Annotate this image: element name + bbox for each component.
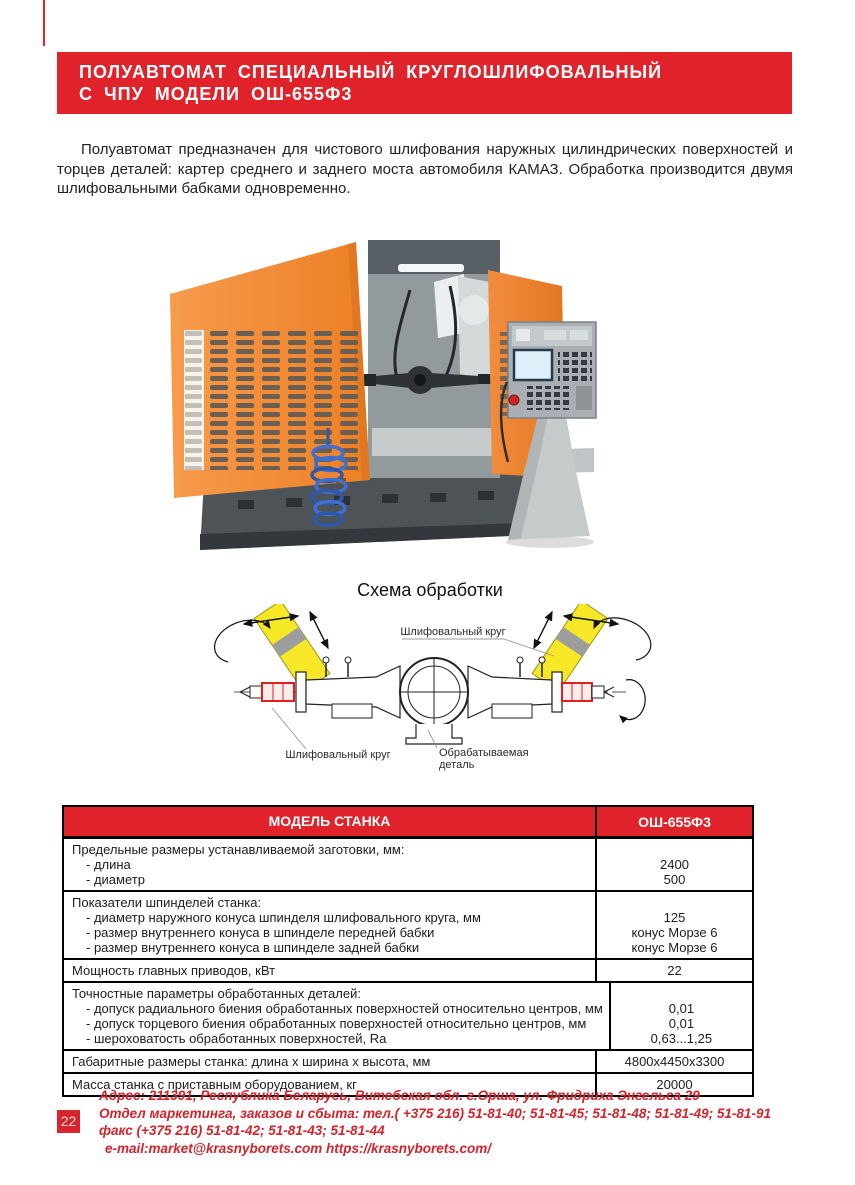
table-row — [64, 983, 752, 1051]
row-value: 125 — [663, 910, 686, 925]
col-header-value: ОШ-655Ф3 — [638, 813, 711, 830]
row-value: 22 — [667, 963, 682, 978]
row-value: 20000 — [656, 1077, 693, 1092]
table-row — [64, 960, 752, 983]
row-value: конус Морзе 6 — [631, 940, 718, 955]
label-wheel-top: Шлифовальный круг — [400, 626, 506, 638]
row-label: - размер внутреннего конуса в шпинделе передней бабки — [86, 925, 435, 940]
table-row — [64, 892, 752, 960]
lamp — [398, 264, 464, 272]
row-label: - допуск торцевого биения обработанных поверхностей относительно центров, мм — [86, 1016, 587, 1031]
footer-fax: факс (+375 216) 51-81-42; 51-81-43; 51-81-44 — [99, 1123, 385, 1138]
table-row — [64, 1051, 752, 1074]
label-wheel-bottom: Шлифовальный круг — [285, 749, 391, 761]
machine-photo — [158, 232, 608, 562]
row-value: 0,01 — [668, 1001, 695, 1016]
row-label: Габаритные размеры станка: длина х ширина х высота, мм — [72, 1054, 431, 1069]
page-number-badge: 22 — [57, 1110, 80, 1133]
footer-email-site-link[interactable]: e-mail:market@krasnyborets.com https://krasnyborets.com/ — [105, 1140, 492, 1156]
grinding-zone-right — [562, 683, 592, 701]
page-title-line1: ПОЛУАВТОМАТ СПЕЦИАЛЬНЫЙ КРУГЛОШЛИФОВАЛЬНЫЙ — [79, 62, 663, 82]
row-value: 2400 — [660, 857, 689, 872]
diagram-title: Схема обработки — [357, 580, 503, 600]
footer-marketing-phones: Отдел маркетинга, заказов и сбыта: тел.( +375 216) 51-81-40; 51-81-45; 51-81-48; 51-81-49; 51-81-91 — [99, 1105, 771, 1121]
row-value: 0,63...1,25 — [650, 1031, 713, 1046]
machine-interior — [364, 240, 500, 478]
row-label: - допуск радиального биения обработанных поверхностей относительно центров, мм — [86, 1001, 603, 1016]
row-label: Показатели шпинделей станка: — [72, 895, 262, 910]
row-value — [601, 895, 748, 910]
row-value: 4800х4450х3300 — [624, 1054, 725, 1069]
crop-mark — [43, 0, 45, 46]
row-label: - размер внутреннего конуса в шпинделе задней бабки — [86, 940, 420, 955]
row-label: - диаметр — [86, 872, 145, 887]
label-workpiece-2: деталь — [439, 759, 475, 771]
row-label: Мощность главных приводов, кВт — [72, 963, 276, 978]
row-label: Точностные параметры обработанных деталей: — [72, 986, 361, 1001]
col-header-model: МОДЕЛЬ СТАНКА — [64, 807, 597, 836]
row-label: - шероховатость обработанных поверхностей, Ra — [86, 1031, 387, 1046]
processing-scheme-diagram — [206, 604, 656, 772]
row-value: конус Морзе 6 — [631, 925, 718, 940]
row-label: - диаметр наружного конуса шпинделя шлифовального круга, мм — [86, 910, 481, 925]
table-row — [64, 839, 752, 892]
cnc-keypad — [558, 350, 592, 382]
row-value: 0,01 — [668, 1016, 695, 1031]
row-label: Масса станка с приставным оборудованием, кг — [72, 1077, 357, 1092]
spec-table-header — [64, 807, 752, 839]
label-workpiece-1: Обрабатываемая — [439, 747, 529, 759]
emergency-stop-button — [509, 395, 519, 405]
footer-address: Адрес: 211391, Республика Беларусь, Витебская обл. г.Орша, ул. Фридриха Энгельса 29 — [99, 1088, 700, 1103]
row-label: Предельные размеры устанавливаемой заготовки, мм: — [72, 842, 405, 857]
row-value: 500 — [663, 872, 686, 887]
grinding-zone-left — [262, 683, 294, 701]
cnc-screen — [514, 350, 552, 380]
contact-footer — [99, 1087, 829, 1157]
row-label: - длина — [86, 857, 131, 872]
page-title-line2: С ЧПУ МОДЕЛИ ОШ-655Ф3 — [79, 84, 353, 104]
spec-table — [62, 805, 754, 1097]
title-banner — [57, 52, 792, 114]
row-value — [601, 842, 748, 857]
row-value — [615, 986, 748, 1001]
intro-paragraph: Полуавтомат предназначен для чистового шлифования наружных цилиндрических поверхностей и торцев деталей: картер среднего и заднего моста автомобиля КАМАЗ. Обработка производится двумя шлифовальными бабками одновременно. — [57, 141, 793, 197]
